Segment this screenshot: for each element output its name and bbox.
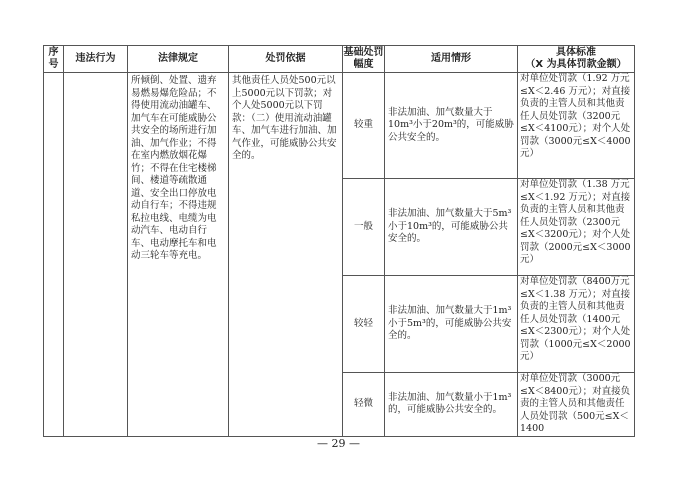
header-situation: 适用情形 (385, 46, 518, 73)
degree-cell: 一般 (343, 179, 385, 276)
header-degree: 基础处罚幅度 (343, 46, 385, 73)
situation-cell: 非法加油、加气数量小于1m³的，可能威胁公共安全的。 (385, 373, 518, 437)
situation-cell: 非法加油、加气数量大于10m³小于20m³的，可能威胁公共安全的。 (385, 73, 518, 179)
degree-cell: 较轻 (343, 276, 385, 373)
degree-cell: 较重 (343, 73, 385, 179)
standard-cell: 对单位处罚款（1.92 万元≤X＜2.46 万元）；对直接负责的主管人员和其他责任人员处罚款（3200元≤X＜4100元）；对个人处罚款（3000元≤X＜4000元） (518, 73, 635, 179)
degree-cell: 轻微 (343, 373, 385, 437)
legal-text: 所倾倒、处置、遗弃易燃易爆危险品；不得使用流动油罐车、加气车在可能威胁公共安全的场所进行加油、加气作业；不得在室内燃放烟花爆竹；不得在住宅楼梯间、楼道等疏散通道、安全出口停放电动自行车；不得违规私拉电线、电缆为电动汽车、电动自行车、电动摩托车和电动三轮车等充电。 (128, 73, 229, 437)
table-header-row (44, 46, 635, 73)
seq-cell (44, 73, 64, 437)
header-standard-line1: 具体标准 (556, 47, 596, 58)
basis-text: 其他责任人员处500元以上5000元以下罚款；对个人处5000元以下罚款：（二）使用流动油罐车、加气车进行加油、加气作业，可能威胁公共安全的。 (229, 73, 343, 437)
header-standard-line2: （X 为具体罚款金额） (525, 59, 627, 70)
situation-cell: 非法加油、加气数量大于5m³小于10m³的，可能威胁公共安全的。 (385, 179, 518, 276)
header-basis: 处罚依据 (229, 46, 343, 73)
header-violation: 违法行为 (64, 46, 128, 73)
table-row (44, 73, 635, 179)
standard-cell: 对单位处罚款（1.38 万元≤X＜1.92 万元）；对直接负责的主管人员和其他责任人员处罚款（2300元≤X＜3200元）；对个人处罚款（2000元≤X＜3000元） (518, 179, 635, 276)
header-legal: 法律规定 (128, 46, 229, 73)
header-seq: 序号 (44, 46, 64, 73)
page-number: — 29 — (317, 437, 360, 450)
standard-cell: 对单位处罚款（3000元≤X＜8400元）；对直接负责的主管人员和其他责任人员处罚款（500元≤X＜1400 (518, 373, 635, 437)
violation-cell (64, 73, 128, 437)
penalty-table (43, 45, 635, 437)
standard-cell: 对单位处罚款（8400万元≤X＜1.38 万元）；对直接负责的主管人员和其他责任人员处罚款（1400元≤X＜2300元）；对个人处罚款（1000元≤X＜2000元） (518, 276, 635, 373)
header-standard (518, 46, 635, 73)
situation-cell: 非法加油、加气数量大于1m³小于5m³的，可能威胁公共安全的。 (385, 276, 518, 373)
